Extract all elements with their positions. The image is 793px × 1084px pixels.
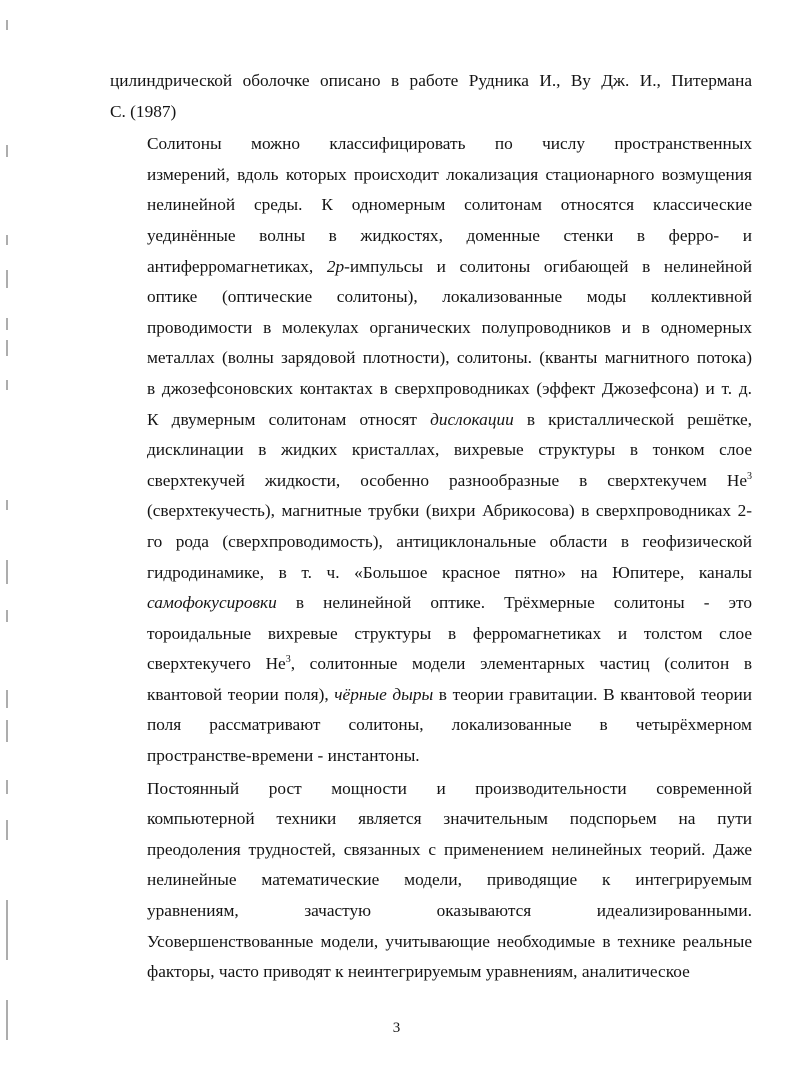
text-line: сверхтекучей жидкости, особенно разнообразные в сверхтекучем He$^3$ [147,470,752,490]
text-line: уравнениям, зачастую оказываются идеализированными. [147,901,752,921]
text-line: дисклинации в жидких кристаллах, вихревые структуры в тонком слое [147,440,752,460]
text-line: квантовой теории поля), чёрные дыры в теории гравитации. В квантовой теории [147,684,752,704]
scan-margin-artifacts [0,0,22,1084]
text-line: в джозефсоновских контактах в сверхпроводниках (эффект Джозефсона) и т. д. [147,378,752,398]
text-line: оптике (оптические солитоны), локализованные моды коллективной [147,287,752,307]
text-line: Усовершенствованные модели, учитывающие необходимые в технике реальные [147,931,752,951]
text-line: гидродинамике, в т. ч. «Большое красное пятно» на Юпитере, каналы [147,562,752,582]
page-number: 3 [392,1020,401,1036]
text-line: поля рассматривают солитоны, локализованные в четырёхмерном [147,715,752,735]
text-line: сверхтекучего He$^3$, солитонные модели элементарных частиц (солитон в [147,654,752,674]
text-line: цилиндрической оболочке описано в работе Рудника И., Ву Дж. И., Питермана [110,71,752,90]
text-line: измерений, вдоль которых происходит локализация стационарного возмущения [147,164,752,184]
text-line: нелинейные математические модели, приводящие к интегрируемым [147,870,752,890]
text-line: компьютерной техники является значительным подспорьем на пути [147,809,752,829]
text-line: пространстве-времени - инстантоны. [147,746,420,766]
paragraph-2 [110,129,752,771]
text-line: антиферромагнетиках, 2p-импульсы и солитоны огибающей в нелинейной [147,256,753,276]
text-line: нелинейной среды. К одномерным солитонам относятся классические [147,195,752,215]
text-line: К двумерным солитонам относят дислокации в кристаллической решётке, [147,409,752,429]
paragraph-3 [110,774,752,988]
text-line: Солитоны можно классифицировать по числу пространственных [147,134,752,154]
body-text [110,66,752,990]
text-line: факторы, часто приводят к неинтегрируемым уравнениям, аналитическое [147,962,690,982]
text-line: С. (1987) [110,101,177,121]
text-line: уединённые волны в жидкостях, доменные стенки в ферро- и [147,225,752,245]
paragraph-1 [110,66,752,127]
text-line: преодоления трудностей, связанных с применением нелинейных теорий. Даже [147,839,752,859]
text-line: самофокусировки в нелинейной оптике. Трёхмерные солитоны - это [147,593,752,613]
text-line: металлах (волны зарядовой плотности), солитоны. (кванты магнитного потока) [147,348,752,368]
text-line: проводимости в молекулах органических полупроводников и в одномерных [147,317,752,337]
text-line: (сверхтекучесть), магнитные трубки (вихри Абрикосова) в сверхпроводниках 2- [147,501,752,521]
text-line: тороидальные вихревые структуры в ферромагнетиках и толстом слое [147,623,752,643]
text-line: го рода (сверхпроводимость), антициклональные области в геофизической [147,531,752,551]
text-line: Постоянный рост мощности и производительности современной [147,778,752,798]
